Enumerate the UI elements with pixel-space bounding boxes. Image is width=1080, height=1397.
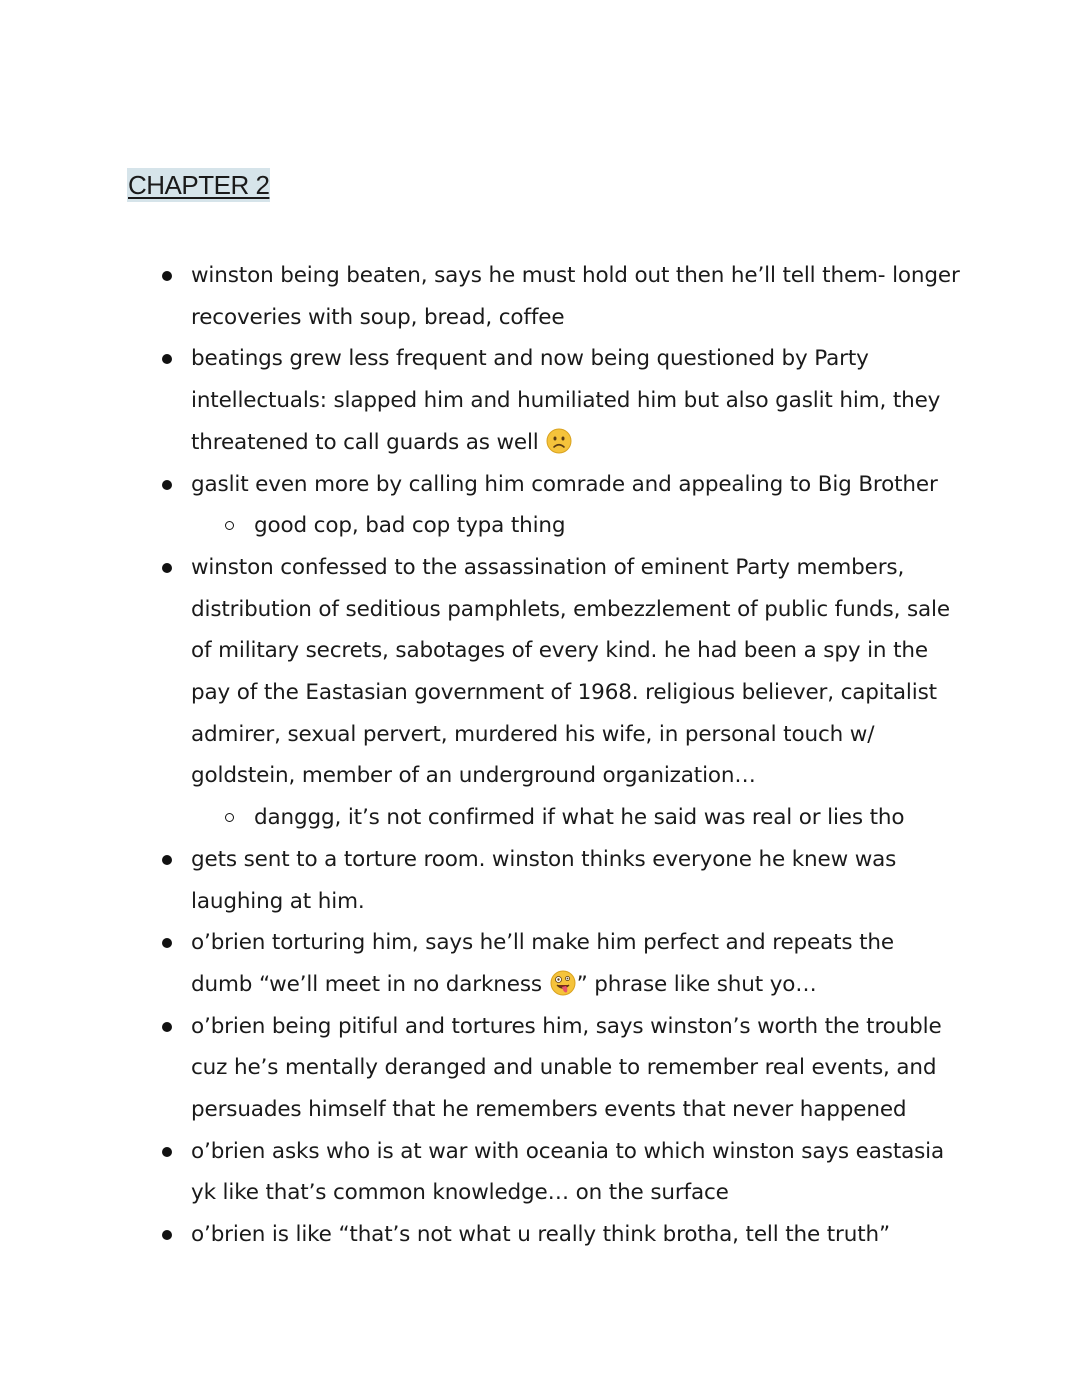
sub-list [191, 505, 960, 547]
sub-list [191, 797, 960, 839]
list-item-text: winston being beaten, says he must hold out then he’ll tell them- longer recoveries with soup, bread, coffee [191, 263, 960, 330]
list-item [160, 1131, 960, 1214]
list-item-text: gets sent to a torture room. winston thinks everyone he knew was laughing at him. [191, 846, 897, 914]
sub-list-item [191, 505, 960, 547]
sub-list-item-text: danggg, it’s not confirmed if what he said was real or lies tho [254, 805, 905, 831]
frowning-face-icon [546, 428, 572, 454]
list-item-text: o’brien torturing him, says he’ll make him perfect and repeats the dumb “we’ll meet in no darkness [191, 930, 894, 997]
notes-list [160, 255, 960, 1256]
list-item [160, 338, 960, 463]
list-item-text: o’brien being pitiful and tortures him, says winston’s worth the trouble cuz he’s mentally deranged and unable to remember real events, and persuades himself that he remembers events that never happened [191, 1013, 942, 1123]
list-item [160, 1214, 960, 1256]
list-item-text-tail: ” phrase like shut yo… [576, 971, 817, 997]
list-item [160, 464, 960, 547]
list-item [160, 547, 960, 839]
sub-list-item [191, 797, 960, 839]
list-item-text: o’brien asks who is at war with oceania to which winston says eastasia yk like that’s common knowledge… on the surface [191, 1138, 945, 1206]
sub-list-item-text: good cop, bad cop typa thing [254, 513, 566, 539]
list-item-text: beatings grew less frequent and now being questioned by Party intellectuals: slapped him and humiliated him but also gaslit him, they threatened to call guards as well [191, 346, 941, 455]
chapter-heading: CHAPTER 2 [128, 170, 270, 200]
list-item [160, 839, 960, 922]
list-item-text: winston confessed to the assassination of eminent Party members, distribution of seditious pamphlets, embezzlement of public funds, sale of military secrets, sabotages of every kind. he had been a spy in the pay of the Eastasian government of 1968. religious believer, capitalist admirer, sexual pervert, murdered his wife, in personal touch w/ goldstein, member of an underground organization… [191, 554, 950, 789]
list-item [160, 255, 960, 338]
list-item [160, 1006, 960, 1131]
list-item-text: gaslit even more by calling him comrade and appealing to Big Brother [191, 471, 938, 497]
list-item-text: o’brien is like “that’s not what u really think brotha, tell the truth” [191, 1222, 890, 1248]
zany-face-icon [550, 970, 576, 996]
list-item [160, 922, 960, 1005]
